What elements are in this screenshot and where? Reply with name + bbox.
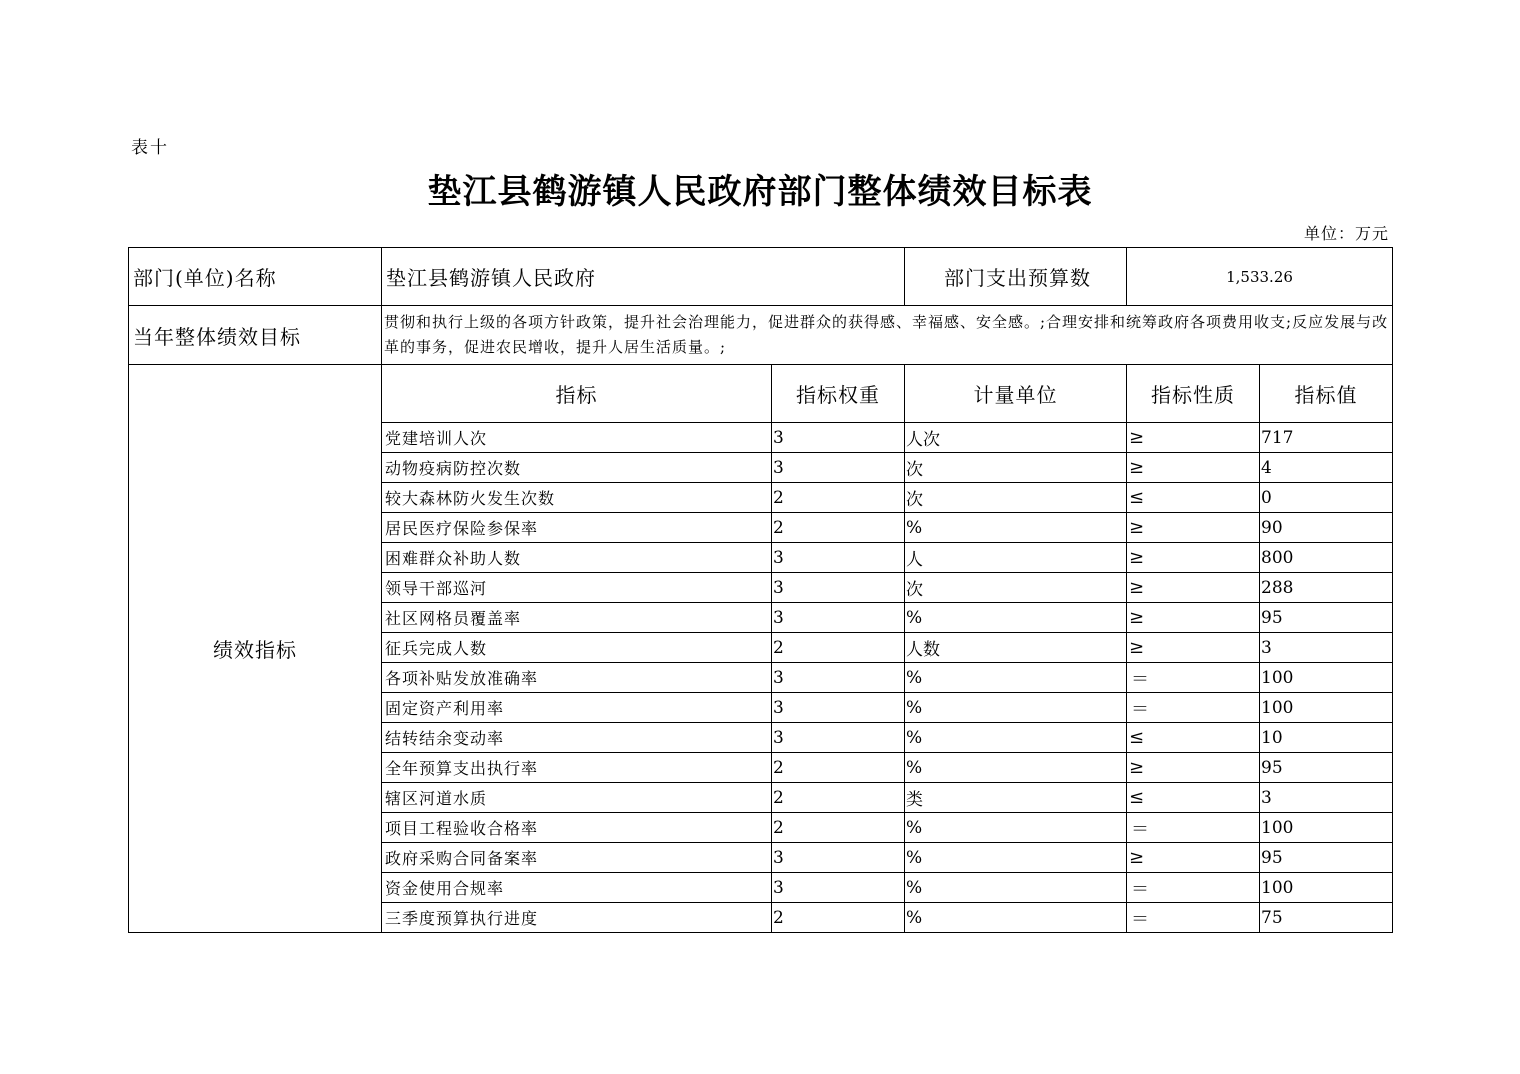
budget-value: 1,533.26	[1127, 248, 1393, 306]
indicator-value: 100	[1260, 813, 1393, 843]
indicator-name: 较大森林防火发生次数	[382, 483, 772, 513]
indicator-unit: 次	[905, 573, 1127, 603]
indicator-value: 90	[1260, 513, 1393, 543]
indicator-nature: ≥	[1127, 513, 1260, 543]
indicator-name: 各项补贴发放准确率	[382, 663, 772, 693]
indicator-value: 95	[1260, 603, 1393, 633]
indicator-unit: 人次	[905, 423, 1127, 453]
indicator-nature: ＝	[1127, 663, 1260, 693]
budget-label: 部门支出预算数	[905, 248, 1127, 306]
indicator-value: 100	[1260, 873, 1393, 903]
indicator-weight: 3	[772, 723, 905, 753]
indicator-name: 结转结余变动率	[382, 723, 772, 753]
indicator-name: 居民医疗保险参保率	[382, 513, 772, 543]
indicator-weight: 3	[772, 573, 905, 603]
indicator-unit: %	[905, 513, 1127, 543]
indicator-weight: 3	[772, 843, 905, 873]
dept-row	[129, 248, 1393, 306]
indicator-weight: 2	[772, 513, 905, 543]
indicator-unit: %	[905, 723, 1127, 753]
indicator-name: 动物疫病防控次数	[382, 453, 772, 483]
indicator-value: 75	[1260, 903, 1393, 933]
table-number: 表十	[131, 138, 169, 158]
indicator-section-label: 绩效指标	[129, 365, 382, 933]
indicator-weight: 3	[772, 543, 905, 573]
header-value: 指标值	[1260, 365, 1393, 423]
indicator-weight: 3	[772, 873, 905, 903]
header-weight: 指标权重	[772, 365, 905, 423]
indicator-unit: %	[905, 603, 1127, 633]
indicator-unit: 次	[905, 453, 1127, 483]
indicator-name: 困难群众补助人数	[382, 543, 772, 573]
indicator-nature: ≤	[1127, 723, 1260, 753]
indicator-nature: ＝	[1127, 693, 1260, 723]
header-unit: 计量单位	[905, 365, 1127, 423]
indicator-name: 资金使用合规率	[382, 873, 772, 903]
indicator-nature: ＝	[1127, 813, 1260, 843]
indicator-nature: ≥	[1127, 573, 1260, 603]
indicator-weight: 2	[772, 753, 905, 783]
indicator-nature: ＝	[1127, 903, 1260, 933]
indicator-unit: %	[905, 693, 1127, 723]
indicator-unit: 人	[905, 543, 1127, 573]
indicator-header-row	[129, 365, 1393, 423]
indicator-value: 95	[1260, 843, 1393, 873]
indicator-weight: 2	[772, 483, 905, 513]
indicator-weight: 3	[772, 603, 905, 633]
indicator-name: 项目工程验收合格率	[382, 813, 772, 843]
indicator-weight: 3	[772, 423, 905, 453]
indicator-value: 95	[1260, 753, 1393, 783]
indicator-unit: 人数	[905, 633, 1127, 663]
indicator-weight: 3	[772, 663, 905, 693]
indicator-name: 社区网格员覆盖率	[382, 603, 772, 633]
page-title: 垫江县鹤游镇人民政府部门整体绩效目标表	[427, 172, 1093, 212]
indicator-name: 党建培训人次	[382, 423, 772, 453]
dept-name-label: 部门(单位)名称	[129, 248, 382, 306]
indicator-value: 100	[1260, 693, 1393, 723]
indicator-name: 政府采购合同备案率	[382, 843, 772, 873]
indicator-unit: %	[905, 813, 1127, 843]
goal-text: 贯彻和执行上级的各项方针政策，提升社会治理能力，促进群众的获得感、幸福感、安全感。;合理安排和统筹政府各项费用收支;反应发展与改革的事务，促进农民增收，提升人居生活质量。;	[382, 306, 1393, 365]
indicator-unit: %	[905, 663, 1127, 693]
indicator-name: 征兵完成人数	[382, 633, 772, 663]
performance-table	[128, 247, 1393, 933]
indicator-unit: %	[905, 873, 1127, 903]
indicator-name: 固定资产利用率	[382, 693, 772, 723]
header-indicator: 指标	[382, 365, 772, 423]
indicator-value: 10	[1260, 723, 1393, 753]
indicator-unit: 次	[905, 483, 1127, 513]
dept-name-value: 垫江县鹤游镇人民政府	[382, 248, 905, 306]
indicator-nature: ≥	[1127, 843, 1260, 873]
indicator-nature: ≥	[1127, 423, 1260, 453]
indicator-value: 717	[1260, 423, 1393, 453]
indicator-nature: ≥	[1127, 603, 1260, 633]
indicator-nature: ≤	[1127, 783, 1260, 813]
indicator-weight: 2	[772, 813, 905, 843]
indicator-name: 辖区河道水质	[382, 783, 772, 813]
indicator-nature: ≥	[1127, 453, 1260, 483]
indicator-name: 全年预算支出执行率	[382, 753, 772, 783]
indicator-value: 4	[1260, 453, 1393, 483]
indicator-nature: ≤	[1127, 483, 1260, 513]
goal-label: 当年整体绩效目标	[129, 306, 382, 365]
indicator-nature: ≥	[1127, 543, 1260, 573]
indicator-nature: ≥	[1127, 633, 1260, 663]
indicator-unit: 类	[905, 783, 1127, 813]
indicator-unit: %	[905, 903, 1127, 933]
indicator-value: 3	[1260, 633, 1393, 663]
indicator-name: 领导干部巡河	[382, 573, 772, 603]
indicator-weight: 2	[772, 783, 905, 813]
indicator-value: 288	[1260, 573, 1393, 603]
header-nature: 指标性质	[1127, 365, 1260, 423]
unit-label: 单位：万元	[1303, 224, 1389, 243]
indicator-weight: 3	[772, 693, 905, 723]
indicator-value: 0	[1260, 483, 1393, 513]
indicator-unit: %	[905, 843, 1127, 873]
indicator-value: 800	[1260, 543, 1393, 573]
indicator-unit: %	[905, 753, 1127, 783]
indicator-name: 三季度预算执行进度	[382, 903, 772, 933]
indicator-weight: 3	[772, 453, 905, 483]
indicator-value: 100	[1260, 663, 1393, 693]
indicator-value: 3	[1260, 783, 1393, 813]
indicator-weight: 2	[772, 903, 905, 933]
goal-row	[129, 306, 1393, 365]
indicator-nature: ＝	[1127, 873, 1260, 903]
indicator-weight: 2	[772, 633, 905, 663]
indicator-nature: ≥	[1127, 753, 1260, 783]
